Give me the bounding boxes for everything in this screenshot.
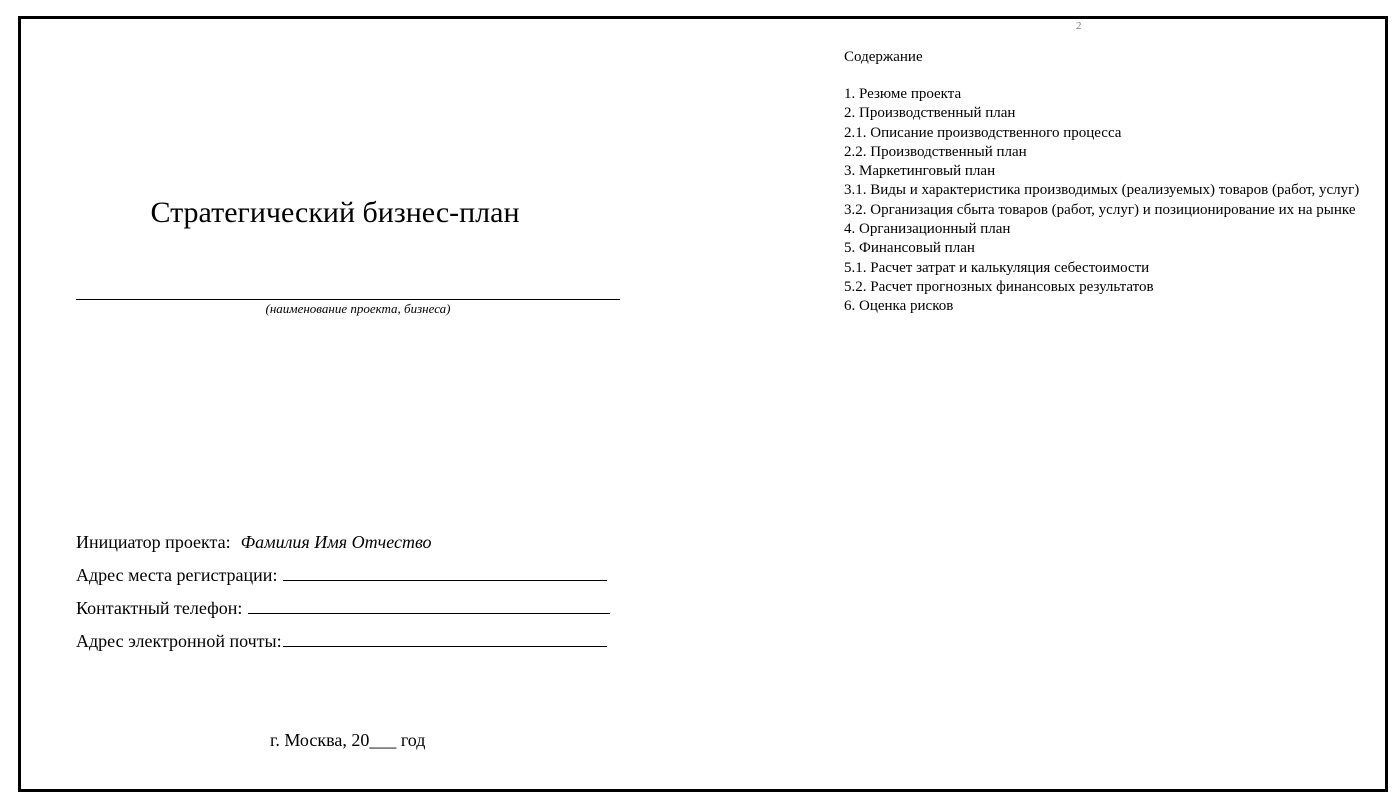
toc-title: Содержание (844, 49, 923, 65)
toc-item: 6. Оценка рисков (844, 298, 954, 315)
toc-item: 3.2. Организация сбыта товаров (работ, услуг) и позиционирование их на рынке (844, 201, 1356, 218)
project-name-caption: (наименование проекта, бизнеса) (265, 301, 451, 316)
phone-field (76, 598, 610, 619)
address-field (76, 565, 607, 586)
initiator-field (76, 532, 432, 553)
toc-item: 4. Организационный план (844, 221, 1011, 238)
toc-item: 2.1. Описание производственного процесса (844, 124, 1122, 141)
initiator-label: Инициатор проекта: (76, 532, 231, 552)
phone-blank-line (248, 599, 610, 614)
address-blank-line (283, 566, 607, 581)
page-number: 2 (1076, 20, 1082, 32)
phone-label: Контактный телефон: (76, 598, 243, 618)
city-year-line: г. Москва, 20___ год (270, 730, 426, 750)
email-blank-line (283, 632, 607, 647)
toc-item: 5.1. Расчет затрат и калькуляция себестоимости (844, 259, 1150, 276)
toc-item: 5.2. Расчет прогнозных финансовых результатов (844, 278, 1154, 295)
project-name-line (76, 299, 620, 300)
toc-item: 5. Финансовый план (844, 240, 975, 257)
toc-item: 3. Маркетинговый план (844, 163, 996, 180)
initiator-value: Фамилия Имя Отчество (240, 532, 432, 552)
document-title: Стратегический бизнес-план (150, 196, 520, 229)
email-label: Адрес электронной почты: (76, 631, 282, 651)
toc-item: 1. Резюме проекта (844, 86, 962, 102)
table-of-contents (802, 85, 1361, 317)
toc-item: 3.1. Виды и характеристика производимых (реализуемых) товаров (работ, услуг) (844, 182, 1360, 199)
email-field (76, 631, 607, 652)
toc-item: 2. Производственный план (844, 105, 1016, 122)
address-label: Адрес места регистрации: (76, 565, 278, 585)
toc-item: 2.2. Производственный план (844, 143, 1027, 160)
